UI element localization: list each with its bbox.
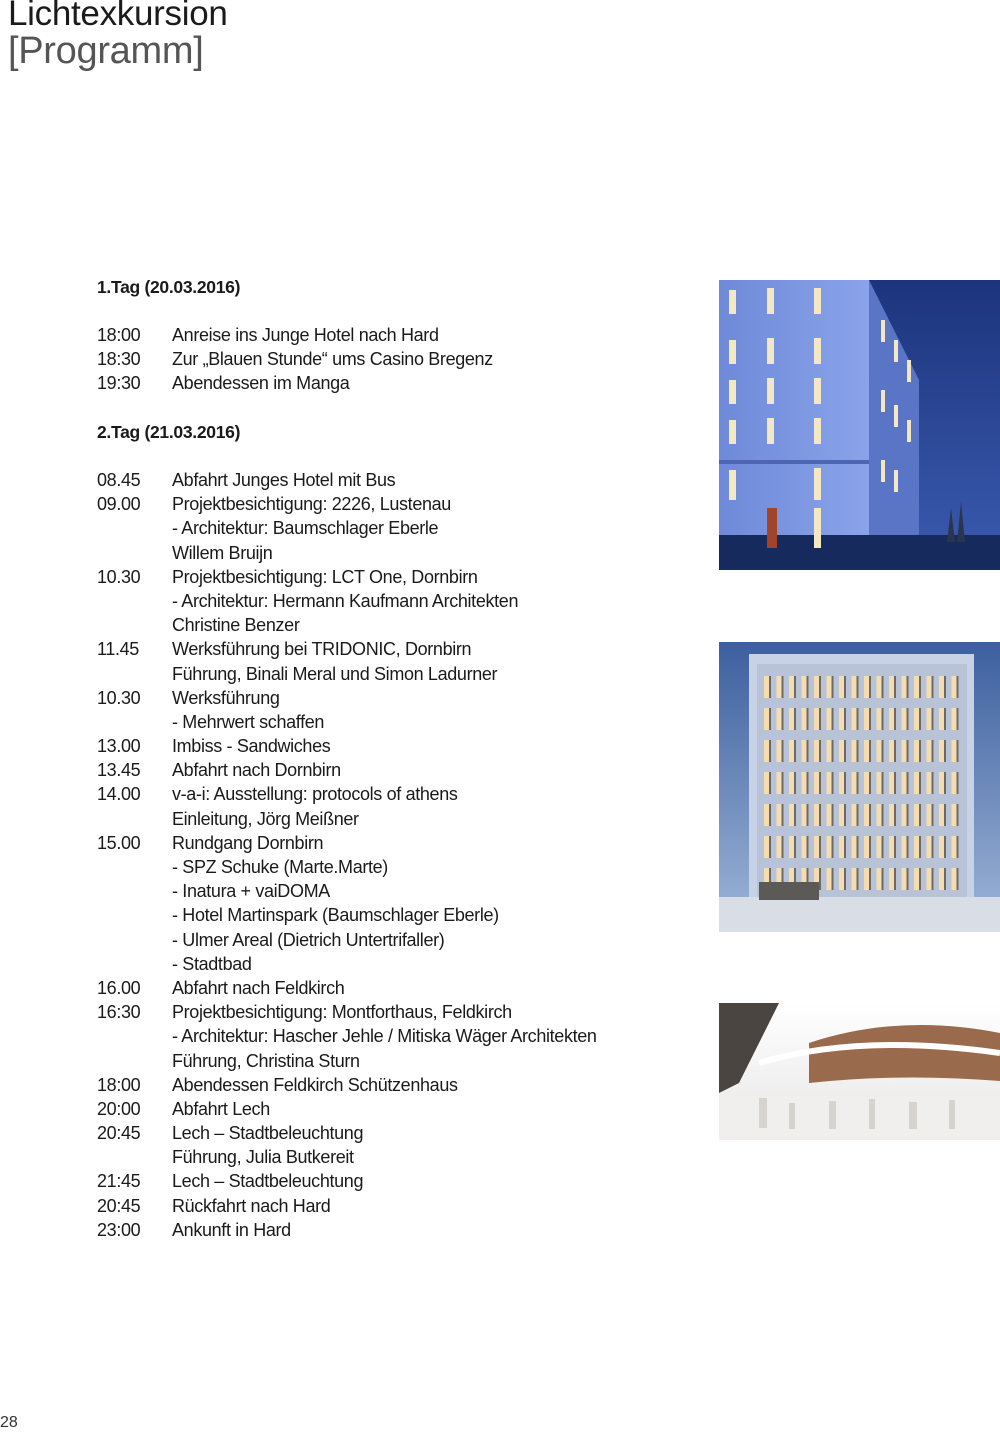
- schedule-row: [97, 541, 657, 565]
- schedule-time: 19:30: [97, 373, 141, 394]
- schedule-time: 16.00: [97, 977, 141, 998]
- schedule-row: [97, 1194, 657, 1218]
- montforthaus-interior-photo: [719, 1003, 1000, 1140]
- schedule-row: [97, 1169, 657, 1193]
- schedule-row: [97, 807, 657, 831]
- schedule-time: 08.45: [97, 470, 141, 490]
- schedule-row: [97, 903, 657, 927]
- schedule-time: 10.30: [97, 566, 141, 587]
- schedule-row: [97, 928, 657, 952]
- schedule-text: Abfahrt Lech: [172, 1098, 270, 1119]
- schedule-text: - SPZ Schuke (Marte.Marte): [172, 857, 388, 877]
- schedule-text: Rückfahrt nach Hard: [172, 1195, 331, 1216]
- schedule-time: [97, 541, 172, 565]
- schedule-text: Werksführung: [172, 687, 280, 708]
- schedule-time: 15.00: [97, 832, 141, 853]
- schedule-time: [97, 879, 172, 903]
- schedule-row: [97, 879, 657, 903]
- schedule-row: [97, 1121, 657, 1145]
- schedule-text: Werksführung bei TRIDONIC, Dornbirn: [172, 639, 472, 660]
- schedule-row: [97, 1000, 657, 1024]
- schedule-row: [97, 662, 657, 686]
- schedule-time: [97, 1049, 172, 1073]
- day-2-heading: 2.Tag (21.03.2016): [97, 422, 241, 442]
- schedule-row: [97, 952, 657, 976]
- schedule-text: Christine Benzer: [172, 615, 300, 636]
- schedule-time: 13.45: [97, 760, 141, 781]
- schedule-time: 16:30: [97, 1002, 141, 1023]
- schedule-text: Lech – Stadtbeleuchtung: [172, 1123, 364, 1144]
- schedule-time: 20:00: [97, 1098, 141, 1119]
- schedule-time: [97, 855, 172, 879]
- schedule-row: [97, 371, 657, 395]
- page-subtitle: [Programm]: [8, 30, 204, 72]
- day-1-schedule: [97, 323, 657, 396]
- schedule-time: [97, 662, 172, 686]
- schedule-time: [97, 928, 172, 952]
- page-title: Lichtexkursion: [8, 0, 228, 33]
- schedule-row: [97, 468, 657, 492]
- schedule-text: - Hotel Martinspark (Baumschlager Eberle): [172, 905, 499, 926]
- schedule-row: [97, 516, 657, 540]
- schedule-row: [97, 1097, 657, 1121]
- schedule-time: 21:45: [97, 1171, 141, 1192]
- schedule-text: Zur „Blauen Stunde“ ums Casino Bregenz: [172, 349, 493, 370]
- schedule-time: [97, 1024, 172, 1048]
- schedule-row: [97, 758, 657, 782]
- schedule-row: [97, 323, 657, 347]
- schedule-time: 18:30: [97, 349, 141, 370]
- schedule-row: [97, 1073, 657, 1097]
- schedule-text: - Stadtbad: [172, 953, 252, 974]
- day-2-schedule: [97, 468, 657, 1242]
- schedule-time: [97, 952, 172, 976]
- schedule-time: [97, 807, 172, 831]
- schedule-time: 14.00: [97, 784, 141, 805]
- schedule-time: [97, 516, 172, 540]
- schedule-text: - Ulmer Areal (Dietrich Untertrifaller): [172, 929, 445, 950]
- schedule-row: [97, 637, 657, 661]
- schedule-row: [97, 976, 657, 1000]
- schedule-text: Einleitung, Jörg Meißner: [172, 808, 359, 829]
- schedule-time: 20:45: [97, 1123, 141, 1144]
- schedule-row: [97, 1218, 657, 1242]
- schedule-time: 20:45: [97, 1195, 141, 1216]
- schedule-row: [97, 492, 657, 516]
- schedule-row: [97, 831, 657, 855]
- schedule-text: Abendessen Feldkirch Schützenhaus: [172, 1074, 458, 1095]
- schedule-time: 10.30: [97, 687, 141, 708]
- schedule-text: Führung, Julia Butkereit: [172, 1147, 354, 1168]
- schedule-text: - Architektur: Hermann Kaufmann Architekten: [172, 590, 519, 611]
- schedule-row: [97, 565, 657, 589]
- schedule-row: [97, 734, 657, 758]
- schedule-text: Willem Bruijn: [172, 542, 273, 563]
- schedule-time: 18:00: [97, 325, 141, 345]
- schedule-text: Projektbesichtigung: Montforthaus, Feldkirch: [172, 1002, 512, 1023]
- schedule-text: Führung, Christina Sturn: [172, 1050, 360, 1071]
- schedule-text: Abfahrt Junges Hotel mit Bus: [172, 470, 396, 490]
- schedule-time: 11.45: [97, 639, 139, 660]
- schedule-text: Projektbesichtigung: 2226, Lustenau: [172, 494, 451, 515]
- schedule-row: [97, 1024, 657, 1048]
- schedule-time: [97, 613, 172, 637]
- schedule-time: [97, 589, 172, 613]
- schedule-row: [97, 589, 657, 613]
- schedule-text: - Inatura + vaiDOMA: [172, 881, 330, 902]
- schedule-text: Rundgang Dornbirn: [172, 832, 324, 853]
- schedule-text: Abfahrt nach Feldkirch: [172, 977, 345, 998]
- schedule-row: [97, 1049, 657, 1073]
- lct-one-facade-photo: [719, 642, 1000, 932]
- schedule-row: [97, 1145, 657, 1169]
- schedule-text: - Architektur: Hascher Jehle / Mitiska Wäger Architekten: [172, 1026, 597, 1047]
- schedule-row: [97, 710, 657, 734]
- schedule-text: Ankunft in Hard: [172, 1219, 291, 1240]
- schedule-text: Lech – Stadtbeleuchtung: [172, 1171, 364, 1192]
- schedule-text: Anreise ins Junge Hotel nach Hard: [172, 325, 439, 345]
- schedule-row: [97, 782, 657, 806]
- schedule-text: Abfahrt nach Dornbirn: [172, 760, 341, 781]
- schedule-time: [97, 1145, 172, 1169]
- building-2226-night-photo: [719, 280, 1000, 570]
- schedule-time: 09.00: [97, 494, 141, 515]
- schedule-text: - Mehrwert schaffen: [172, 711, 325, 732]
- page-number: 28: [0, 1414, 18, 1431]
- schedule-time: 18:00: [97, 1074, 141, 1095]
- schedule-row: [97, 613, 657, 637]
- schedule-time: 23:00: [97, 1219, 141, 1240]
- schedule-text: Abendessen im Manga: [172, 373, 350, 394]
- schedule-row: [97, 855, 657, 879]
- schedule-text: v-a-i: Ausstellung: protocols of athens: [172, 784, 458, 805]
- schedule-text: Imbiss - Sandwiches: [172, 736, 331, 757]
- schedule-row: [97, 347, 657, 371]
- schedule-text: Projektbesichtigung: LCT One, Dornbirn: [172, 566, 478, 587]
- schedule-text: - Architektur: Baumschlager Eberle: [172, 518, 439, 539]
- day-1-heading: 1.Tag (20.03.2016): [97, 277, 241, 297]
- schedule-row: [97, 686, 657, 710]
- schedule-time: [97, 710, 172, 734]
- schedule-text: Führung, Binali Meral und Simon Ladurner: [172, 663, 498, 684]
- schedule-time: [97, 903, 172, 927]
- schedule-time: 13.00: [97, 736, 141, 757]
